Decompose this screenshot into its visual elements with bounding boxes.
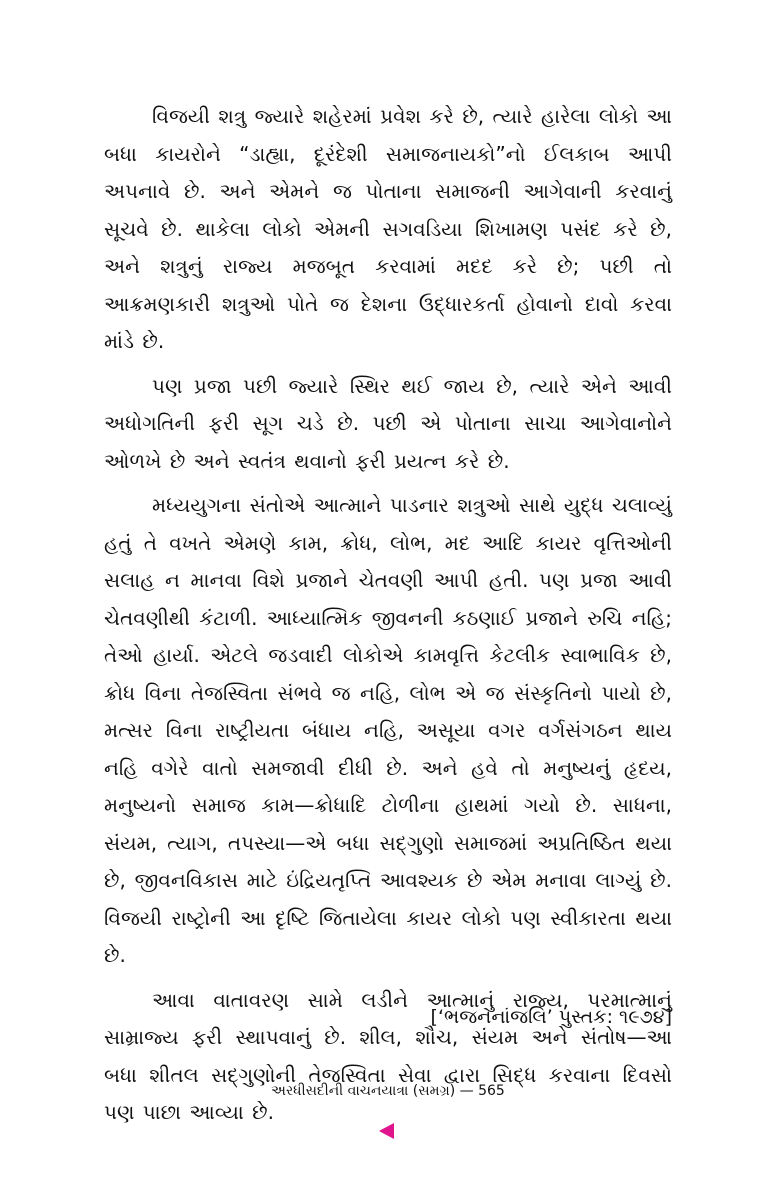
footer-separator: — — [459, 1083, 474, 1099]
page-number: 565 — [478, 1083, 505, 1099]
article-body — [104, 98, 672, 1139]
source-citation: [‘ભજનનાંજલિ’ પુસ્તક: ૧૯૭૪] — [430, 1006, 672, 1028]
previous-page-icon[interactable] — [379, 1123, 394, 1139]
paragraph-2: પણ પ્રજા પછી જ્યારે સ્થિર થઈ જાય છે, ત્યારે એને આવી અધોગતિની ફરી સૂગ ચડે છે. પછી એ પોતાના સાચા આગેવાનોને ઓળખે છે અને સ્વતંત્ર થવાનો ફરી પ્રયત્ન કરે છે. — [104, 373, 672, 473]
page-footer — [0, 1081, 776, 1101]
paragraph-4: આવા વાતાવરણ સામે લડીને આત્માનું રાજ્ય, પરમાત્માનું સામ્રાજ્ય ફરી સ્થાપવાનું છે. શીલ, શૌચ, સંયમ અને સંતોષ—આ બધા શીતલ સદ્ગુણોની તેજસ્વિતા સેવા દ્વારા સિદ્ધ કરવાના દિવસો પણ પાછા આવ્યા છે. — [104, 987, 672, 1124]
paragraph-3: મધ્યયુગના સંતોએ આત્માને પાડનાર શત્રુઓ સાથે યુદ્ધ ચલાવ્યું હતું તે વખતે એમણે કામ, ક્રોધ, લોભ, મદ આદિ કાયર વૃત્તિઓની સલાહ ન માનવા વિશે પ્રજાને ચેતવણી આપી હતી. પણ પ્રજા આવી ચેતવણીથી કંટાળી. આધ્યાત્મિક જીવનની કઠણાઈ પ્રજાને રુચિ નહિ; તેઓ હાર્યા. એટલે જડવાદી લોકોએ કામવૃત્તિ કેટલીક સ્વાભાવિક છે, ક્રોધ વિના તેજસ્વિતા સંભવે જ નહિ, લોભ એ જ સંસ્કૃતિનો પાયો છે, મત્સર વિના રાષ્ટ્રીયતા બંધાય નહિ, અસૂયા વગર વર્ગસંગઠન થાય નહિ વગેરે વાતો સમજાવી દીધી છે. અને હવે તો મનુષ્યનું હૃદય, મનુષ્યનો સમાજ કામ—ક્રોધાદિ ટોળીના હાથમાં ગયો છે. સાધના, સંયમ, ત્યાગ, તપસ્યા—એ બધા સદ્ગુણો સમાજમાં અપ્રતિષ્ઠિત થયા છે, જીવનવિકાસ માટે ઇંદ્રિયતૃપ્તિ આવશ્યક છે એમ મનાવા લાગ્યું છે. વિજયી રાષ્ટ્રોની આ દૃષ્ટિ જિતાયેલા કાયર લોકો પણ સ્વીકારતા થયા છે. — [104, 493, 672, 967]
book-title: અરધીસદીની વાચનયાત્રા (સમગ્ર) — [271, 1083, 456, 1099]
paragraph-1: વિજયી શત્રુ જ્યારે શહેરમાં પ્રવેશ કરે છે, ત્યારે હારેલા લોકો આ બધા કાયરોને “ડાહ્યા, દૂરંદેશી સમાજનાયકો”નો ઈલકાબ આપી અપનાવે છે. અને એમને જ પોતાના સમાજની આગેવાની કરવાનું સૂચવે છે. થાકેલા લોકો એમની સગવડિયા શિખામણ પસંદ કરે છે, અને શત્રુનું રાજ્ય મજબૂત કરવામાં મદદ કરે છે; પછી તો આક્રમણકારી શત્રુઓ પોતે જ દેશના ઉદ્ધારકર્તા હોવાનો દાવો કરવા માંડે છે. — [104, 104, 672, 353]
